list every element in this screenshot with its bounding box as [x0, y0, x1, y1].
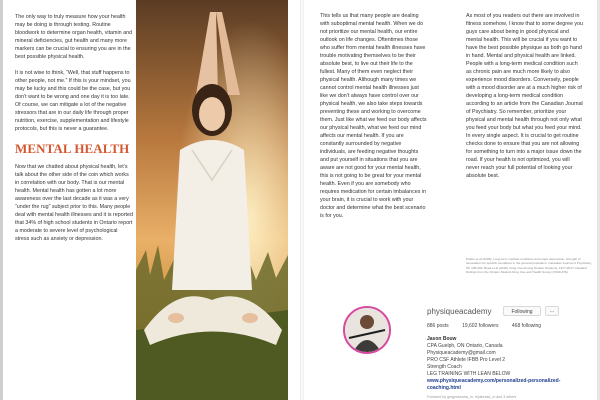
social-profile-card	[333, 306, 593, 400]
more-options-button[interactable]: ···	[545, 306, 559, 316]
paragraph-fitness-readers: As most of you readers out there are involved in fitness somehow, I know that to some degree you guys care about being in good physical and mental health. This will be crucial if you want to have the best possible physique as both go hand in hand. Mental and physical health are linked. People with a long-term medical condition such as chronic pain are much more likely to also experience mood disorders. Conversely, people with a mood disorder are at a much higher risk of developing a long-term medical condition according to an article from the Canadian Journal of Psychiatry. So remember, prioritize your physical and mental health through not only what you feed your body but what you feed your mind. In every single aspect. It is crucial to get routine checks done to ensure that you are not allowing for something to turn into a major issue down the road. If your health is not optimized, you will never reach your full potential of looking your absolute best.	[466, 13, 584, 179]
bio-line: CPA Guelph, ON Ontario, Canada	[427, 343, 503, 349]
page-gutter	[300, 0, 304, 400]
middle-article-column	[320, 12, 427, 228]
references-footnote: Patten et al (2005). Long-term medical conditions and major depression: strength of association for specific conditions in the general population. Canadian Journal of Psychiatry, 50: 195-202. Boak et al (2018). Drug Use Among Ontario Students, 1977-2017: Detailed findings from the Ontario Student Drug Use and Health Survey (OSDUHS).	[466, 257, 592, 274]
posts-count: 886 posts	[427, 323, 449, 329]
mental-health-heading: MENTAL HEALTH	[15, 141, 130, 156]
profile-handle[interactable]: physiqueacademy	[427, 307, 492, 316]
following-count[interactable]: 468 following	[511, 323, 542, 329]
paragraph-mindset: It is not wise to think, “Well, that stuff happens to other people, not me.” If this is your mindset, you may be lucky and this could be the case, but you don’t want to be wrong and one day it is too late. Of course, we can mitigate a lot of the negative stressors that are in our daily life through proper nutrition, exercise, supplementation and lifestyle protocols, but this is never a guarantee.	[15, 70, 131, 132]
followers-count[interactable]: 19,602 followers	[462, 323, 499, 329]
followed-by-text: Followed by gingerdwana_m, rhysbrass_m and 3 others	[427, 395, 517, 399]
profile-stats	[427, 323, 587, 329]
bio-line: PRO CSF Athlete IFBB Pro Level 2	[427, 357, 506, 363]
paragraph-mental-health-intro: Now that we chatted about physical health, let’s talk about the other side of the coin which works in correlation with our body. That is our mental health. Mental health has gotten a lot more awareness over the last decade as it was a very “under the rug” subject prior to this. Many people deal with mental health illnesses and it is reported that 34% of high school students in Ontario report a moderate to severe level of psychological stress such as anxiety or depression.	[15, 164, 133, 242]
page-edge-left	[0, 0, 3, 400]
profile-name: Jason Bouw	[427, 336, 457, 342]
avatar-illustration	[345, 308, 389, 352]
bio-line: Physiqueacademy@gmail.com	[427, 350, 496, 356]
bio-line: Strength Coach	[427, 364, 462, 370]
following-button[interactable]: Following	[503, 306, 541, 316]
bio-line: LEG TRAINING WITH LEAN BELOW	[427, 371, 511, 377]
profile-bio	[427, 336, 592, 392]
left-article-column	[15, 13, 133, 251]
yoga-photo-illustration	[136, 0, 288, 400]
paragraph-suboptimal: This tells us that many people are dealing with suboptimal mental health. When we do not prioritize our mental health, our entire outlook on life changes. Oftentimes those who suffer from mental health illnesses have trouble motivating themselves to be their absolute best, to live out their life to the fullest. Many of them even neglect their physical health. Although many times we cannot control mental health illnesses just like we don’t always have control over our physical health, we also take steps towards preventing these and working to overcome them. Just like what we feed our body affects our physical health, what we feed our mind affects our mental health. If you are constantly surrounded by negative individuals, are feeding negative thoughts and put yourself in situations that you are aware are not good for your mental health, this is not going to be great for your mental health. Even if you are somebody who requires medication for certain imbalances in your brain, it is crucial to work with your doctor and determine what the best scenario is for you.	[320, 13, 427, 219]
yoga-photo	[136, 0, 288, 400]
paragraph-testing: The only way to truly measure how your health may be doing is through testing. Routine bloodwork to determine organ health, vitamin and mineral deficiencies, gut health and many more markers can be crucial to ensuring you are in the best possible physical health.	[15, 14, 133, 60]
profile-website-link[interactable]: www.physiqueacademy.com/personalized-personalized-coaching.html	[427, 378, 561, 391]
avatar-photo	[343, 306, 391, 354]
right-article-column	[466, 12, 584, 188]
